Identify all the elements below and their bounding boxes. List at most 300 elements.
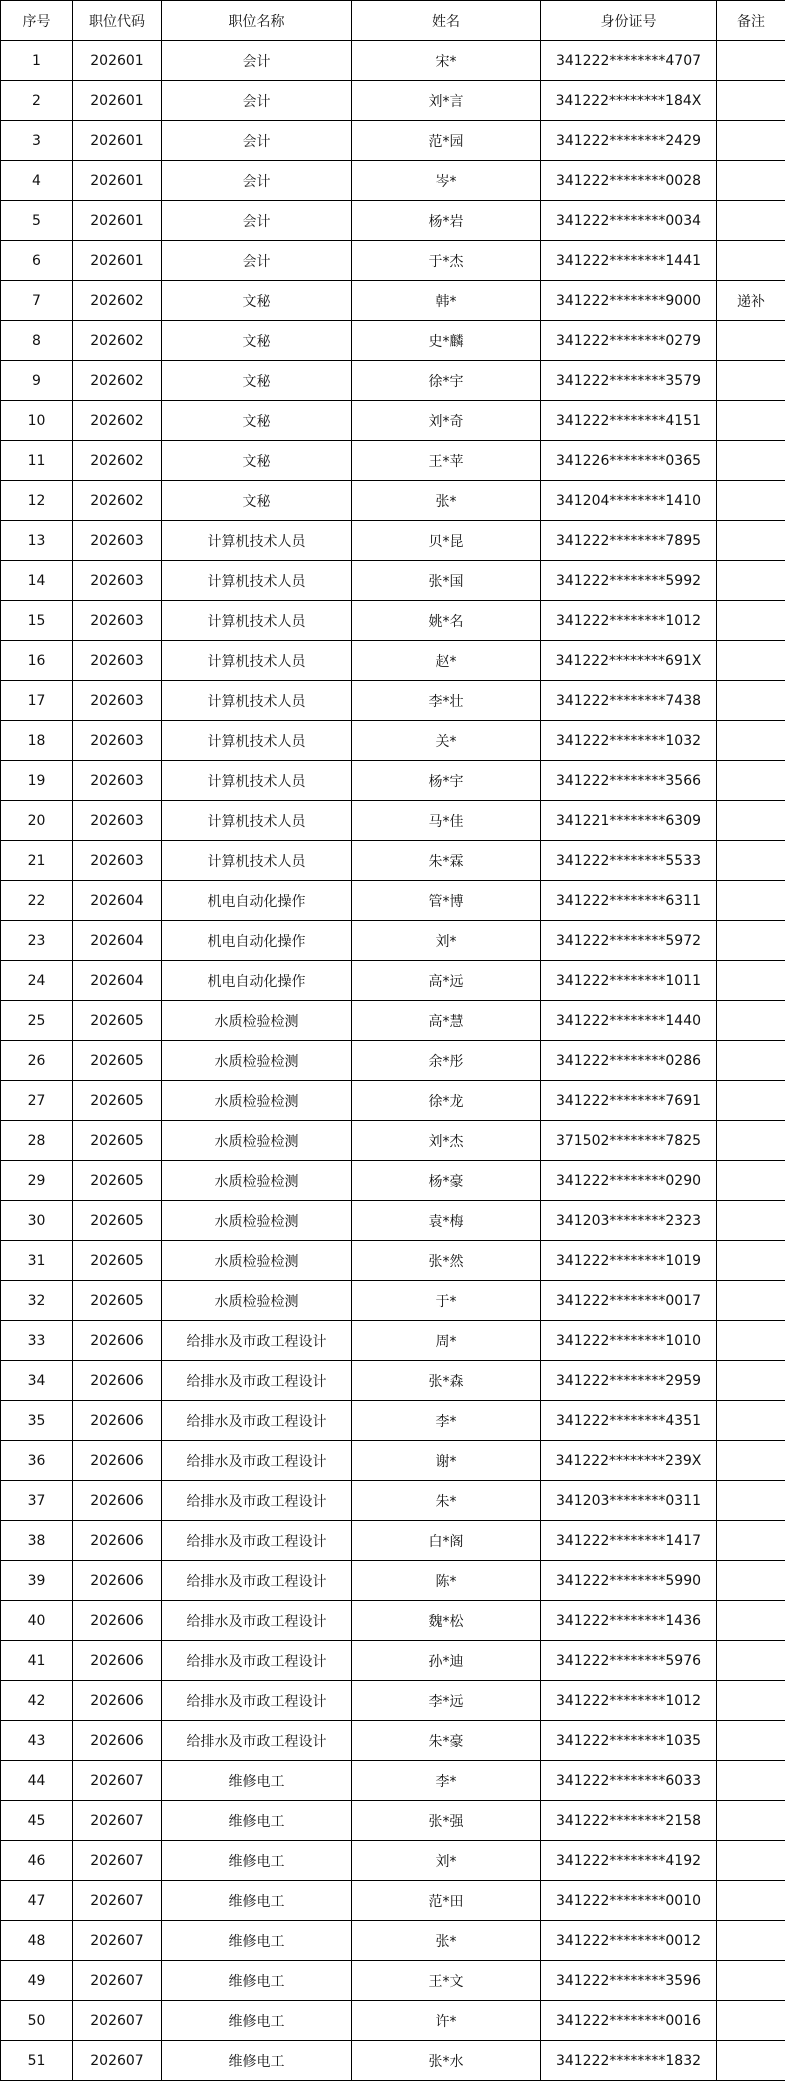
cell-name: 刘*奇	[352, 401, 541, 441]
cell-seq: 5	[1, 201, 73, 241]
cell-id-number: 341222********5533	[541, 841, 717, 881]
cell-position-code: 202603	[73, 801, 162, 841]
cell-position-code: 202605	[73, 1201, 162, 1241]
cell-position-name: 维修电工	[162, 1921, 352, 1961]
table-row	[1, 1441, 785, 1481]
cell-position-name: 给排水及市政工程设计	[162, 1561, 352, 1601]
cell-remarks	[717, 81, 785, 121]
table-row	[1, 1121, 785, 1161]
cell-position-code: 202604	[73, 961, 162, 1001]
cell-seq: 1	[1, 41, 73, 81]
cell-seq: 32	[1, 1281, 73, 1321]
cell-seq: 18	[1, 721, 73, 761]
cell-seq: 44	[1, 1761, 73, 1801]
cell-seq: 4	[1, 161, 73, 201]
cell-seq: 47	[1, 1881, 73, 1921]
cell-id-number: 341222********3566	[541, 761, 717, 801]
cell-id-number: 341222********3596	[541, 1961, 717, 2001]
table-row	[1, 241, 785, 281]
cell-id-number: 341222********4151	[541, 401, 717, 441]
cell-id-number: 341222********9000	[541, 281, 717, 321]
cell-id-number: 341222********0290	[541, 1161, 717, 1201]
cell-position-name: 计算机技术人员	[162, 561, 352, 601]
cell-remarks	[717, 1041, 785, 1081]
cell-name: 关*	[352, 721, 541, 761]
cell-id-number: 341222********0279	[541, 321, 717, 361]
cell-position-name: 计算机技术人员	[162, 681, 352, 721]
cell-seq: 38	[1, 1521, 73, 1561]
cell-remarks	[717, 801, 785, 841]
cell-position-name: 给排水及市政工程设计	[162, 1321, 352, 1361]
cell-id-number: 341222********1832	[541, 2041, 717, 2081]
cell-position-code: 202605	[73, 1001, 162, 1041]
cell-id-number: 341222********4351	[541, 1401, 717, 1441]
cell-name: 范*园	[352, 121, 541, 161]
cell-position-name: 给排水及市政工程设计	[162, 1401, 352, 1441]
cell-seq: 30	[1, 1201, 73, 1241]
cell-position-name: 水质检验检测	[162, 1081, 352, 1121]
cell-position-name: 计算机技术人员	[162, 721, 352, 761]
cell-seq: 16	[1, 641, 73, 681]
cell-seq: 42	[1, 1681, 73, 1721]
cell-remarks	[717, 361, 785, 401]
cell-position-name: 会计	[162, 241, 352, 281]
cell-name: 于*杰	[352, 241, 541, 281]
cell-id-number: 341221********6309	[541, 801, 717, 841]
cell-remarks	[717, 481, 785, 521]
table-row	[1, 921, 785, 961]
cell-remarks	[717, 161, 785, 201]
cell-position-name: 水质检验检测	[162, 1001, 352, 1041]
cell-remarks	[717, 1841, 785, 1881]
table-row	[1, 1481, 785, 1521]
cell-name: 魏*松	[352, 1601, 541, 1641]
cell-remarks	[717, 41, 785, 81]
cell-position-code: 202603	[73, 601, 162, 641]
cell-position-code: 202601	[73, 81, 162, 121]
cell-name: 贝*昆	[352, 521, 541, 561]
cell-seq: 13	[1, 521, 73, 561]
table-row	[1, 881, 785, 921]
cell-id-number: 341222********1010	[541, 1321, 717, 1361]
cell-seq: 48	[1, 1921, 73, 1961]
cell-name: 白*阁	[352, 1521, 541, 1561]
cell-remarks	[717, 921, 785, 961]
cell-position-code: 202602	[73, 281, 162, 321]
cell-position-code: 202603	[73, 641, 162, 681]
table-row	[1, 2041, 785, 2081]
header-remarks: 备注	[717, 1, 785, 41]
cell-name: 于*	[352, 1281, 541, 1321]
cell-position-name: 会计	[162, 41, 352, 81]
table-body	[1, 41, 785, 2081]
table-row	[1, 281, 785, 321]
cell-remarks	[717, 1521, 785, 1561]
cell-seq: 11	[1, 441, 73, 481]
cell-seq: 7	[1, 281, 73, 321]
cell-position-name: 维修电工	[162, 1761, 352, 1801]
cell-id-number: 341203********2323	[541, 1201, 717, 1241]
table-row	[1, 1321, 785, 1361]
cell-id-number: 341222********1441	[541, 241, 717, 281]
cell-name: 王*文	[352, 1961, 541, 2001]
table-row	[1, 1201, 785, 1241]
cell-seq: 17	[1, 681, 73, 721]
cell-remarks	[717, 1321, 785, 1361]
header-position-name: 职位名称	[162, 1, 352, 41]
cell-seq: 31	[1, 1241, 73, 1281]
cell-position-name: 计算机技术人员	[162, 801, 352, 841]
cell-position-name: 机电自动化操作	[162, 881, 352, 921]
cell-seq: 12	[1, 481, 73, 521]
cell-remarks	[717, 561, 785, 601]
cell-name: 岑*	[352, 161, 541, 201]
cell-remarks	[717, 1281, 785, 1321]
cell-name: 陈*	[352, 1561, 541, 1601]
cell-name: 张*国	[352, 561, 541, 601]
cell-name: 姚*名	[352, 601, 541, 641]
cell-position-code: 202603	[73, 521, 162, 561]
table-row	[1, 1921, 785, 1961]
table-row	[1, 1401, 785, 1441]
cell-position-code: 202606	[73, 1361, 162, 1401]
table-row	[1, 1881, 785, 1921]
table-row	[1, 521, 785, 561]
cell-seq: 43	[1, 1721, 73, 1761]
cell-name: 高*慧	[352, 1001, 541, 1041]
cell-position-name: 文秘	[162, 361, 352, 401]
cell-id-number: 341222********5992	[541, 561, 717, 601]
cell-seq: 34	[1, 1361, 73, 1401]
table-row	[1, 761, 785, 801]
cell-position-code: 202607	[73, 1761, 162, 1801]
cell-position-code: 202605	[73, 1281, 162, 1321]
table-row	[1, 1001, 785, 1041]
cell-position-code: 202602	[73, 321, 162, 361]
cell-seq: 6	[1, 241, 73, 281]
cell-position-code: 202606	[73, 1401, 162, 1441]
cell-remarks	[717, 521, 785, 561]
cell-seq: 8	[1, 321, 73, 361]
table-row	[1, 841, 785, 881]
cell-remarks	[717, 1081, 785, 1121]
cell-seq: 33	[1, 1321, 73, 1361]
cell-id-number: 341222********2429	[541, 121, 717, 161]
cell-position-name: 维修电工	[162, 2001, 352, 2041]
cell-position-code: 202605	[73, 1041, 162, 1081]
cell-position-name: 会计	[162, 201, 352, 241]
cell-id-number: 341222********691X	[541, 641, 717, 681]
cell-position-name: 会计	[162, 161, 352, 201]
cell-position-name: 给排水及市政工程设计	[162, 1721, 352, 1761]
cell-position-code: 202607	[73, 1881, 162, 1921]
cell-remarks	[717, 1961, 785, 2001]
cell-name: 李*	[352, 1401, 541, 1441]
cell-position-code: 202607	[73, 1841, 162, 1881]
cell-name: 朱*霖	[352, 841, 541, 881]
cell-id-number: 341203********0311	[541, 1481, 717, 1521]
table-row	[1, 641, 785, 681]
cell-position-code: 202603	[73, 841, 162, 881]
cell-remarks	[717, 1161, 785, 1201]
cell-remarks	[717, 881, 785, 921]
cell-position-name: 文秘	[162, 441, 352, 481]
cell-seq: 14	[1, 561, 73, 601]
table-row	[1, 1721, 785, 1761]
cell-seq: 37	[1, 1481, 73, 1521]
cell-position-name: 给排水及市政工程设计	[162, 1641, 352, 1681]
header-id-number: 身份证号	[541, 1, 717, 41]
cell-seq: 39	[1, 1561, 73, 1601]
cell-position-name: 计算机技术人员	[162, 841, 352, 881]
cell-remarks	[717, 1361, 785, 1401]
table-row	[1, 121, 785, 161]
table-header	[1, 1, 785, 41]
cell-position-code: 202602	[73, 361, 162, 401]
cell-name: 张*然	[352, 1241, 541, 1281]
cell-seq: 29	[1, 1161, 73, 1201]
cell-position-code: 202601	[73, 121, 162, 161]
cell-name: 韩*	[352, 281, 541, 321]
table-row	[1, 1601, 785, 1641]
table-row	[1, 1641, 785, 1681]
cell-position-code: 202606	[73, 1321, 162, 1361]
cell-position-code: 202603	[73, 561, 162, 601]
cell-remarks	[717, 601, 785, 641]
table-row	[1, 81, 785, 121]
cell-remarks	[717, 1761, 785, 1801]
cell-position-name: 维修电工	[162, 1961, 352, 2001]
cell-position-name: 给排水及市政工程设计	[162, 1521, 352, 1561]
cell-name: 徐*宇	[352, 361, 541, 401]
cell-id-number: 341222********7895	[541, 521, 717, 561]
cell-position-code: 202602	[73, 441, 162, 481]
cell-name: 宋*	[352, 41, 541, 81]
cell-name: 范*田	[352, 1881, 541, 1921]
cell-position-name: 计算机技术人员	[162, 601, 352, 641]
cell-position-code: 202605	[73, 1121, 162, 1161]
cell-name: 张*强	[352, 1801, 541, 1841]
table-row	[1, 1041, 785, 1081]
cell-id-number: 341222********1440	[541, 1001, 717, 1041]
table-row	[1, 1081, 785, 1121]
cell-position-code: 202606	[73, 1721, 162, 1761]
cell-name: 张*水	[352, 2041, 541, 2081]
cell-position-name: 维修电工	[162, 1881, 352, 1921]
cell-remarks	[717, 1881, 785, 1921]
cell-position-name: 水质检验检测	[162, 1161, 352, 1201]
cell-name: 杨*宇	[352, 761, 541, 801]
cell-id-number: 341222********1436	[541, 1601, 717, 1641]
cell-name: 马*佳	[352, 801, 541, 841]
cell-name: 刘*	[352, 1841, 541, 1881]
cell-position-name: 文秘	[162, 481, 352, 521]
cell-position-code: 202606	[73, 1441, 162, 1481]
cell-id-number: 341222********1011	[541, 961, 717, 1001]
cell-remarks	[717, 721, 785, 761]
cell-id-number: 341222********5990	[541, 1561, 717, 1601]
cell-position-name: 文秘	[162, 321, 352, 361]
table-row	[1, 601, 785, 641]
cell-position-code: 202606	[73, 1521, 162, 1561]
table-row	[1, 1161, 785, 1201]
cell-position-name: 维修电工	[162, 1841, 352, 1881]
cell-id-number: 341222********1012	[541, 601, 717, 641]
cell-name: 刘*	[352, 921, 541, 961]
cell-seq: 41	[1, 1641, 73, 1681]
cell-id-number: 341222********3579	[541, 361, 717, 401]
table-row	[1, 1961, 785, 2001]
cell-id-number: 341222********1019	[541, 1241, 717, 1281]
cell-seq: 19	[1, 761, 73, 801]
cell-name: 袁*梅	[352, 1201, 541, 1241]
cell-remarks	[717, 1601, 785, 1641]
table-row	[1, 1841, 785, 1881]
header-seq: 序号	[1, 1, 73, 41]
cell-name: 张*	[352, 1921, 541, 1961]
cell-position-name: 给排水及市政工程设计	[162, 1601, 352, 1641]
cell-seq: 40	[1, 1601, 73, 1641]
cell-position-code: 202606	[73, 1561, 162, 1601]
cell-name: 朱*	[352, 1481, 541, 1521]
cell-id-number: 341222********4707	[541, 41, 717, 81]
cell-seq: 9	[1, 361, 73, 401]
cell-seq: 51	[1, 2041, 73, 2081]
cell-position-code: 202607	[73, 2041, 162, 2081]
cell-position-code: 202607	[73, 1961, 162, 2001]
cell-id-number: 341222********184X	[541, 81, 717, 121]
cell-position-code: 202606	[73, 1601, 162, 1641]
cell-remarks	[717, 1921, 785, 1961]
cell-seq: 36	[1, 1441, 73, 1481]
cell-position-name: 水质检验检测	[162, 1121, 352, 1161]
table-row	[1, 681, 785, 721]
cell-position-name: 机电自动化操作	[162, 961, 352, 1001]
cell-seq: 50	[1, 2001, 73, 2041]
cell-position-name: 给排水及市政工程设计	[162, 1361, 352, 1401]
cell-id-number: 341222********6033	[541, 1761, 717, 1801]
cell-name: 李*远	[352, 1681, 541, 1721]
cell-name: 徐*龙	[352, 1081, 541, 1121]
cell-remarks	[717, 121, 785, 161]
cell-name: 史*麟	[352, 321, 541, 361]
header-row	[1, 1, 785, 41]
cell-remarks	[717, 2001, 785, 2041]
cell-position-name: 给排水及市政工程设计	[162, 1481, 352, 1521]
table-row	[1, 1521, 785, 1561]
cell-seq: 27	[1, 1081, 73, 1121]
cell-position-code: 202602	[73, 401, 162, 441]
cell-remarks	[717, 1001, 785, 1041]
table-row	[1, 441, 785, 481]
cell-position-code: 202605	[73, 1161, 162, 1201]
cell-name: 张*森	[352, 1361, 541, 1401]
cell-seq: 2	[1, 81, 73, 121]
cell-position-code: 202603	[73, 761, 162, 801]
cell-remarks	[717, 1681, 785, 1721]
table-row	[1, 1241, 785, 1281]
cell-position-name: 计算机技术人员	[162, 641, 352, 681]
cell-remarks	[717, 1121, 785, 1161]
table-row	[1, 2001, 785, 2041]
cell-id-number: 341222********1032	[541, 721, 717, 761]
cell-id-number: 341204********1410	[541, 481, 717, 521]
cell-remarks	[717, 681, 785, 721]
cell-id-number: 341222********0034	[541, 201, 717, 241]
cell-position-code: 202605	[73, 1241, 162, 1281]
cell-id-number: 341222********2158	[541, 1801, 717, 1841]
cell-position-name: 维修电工	[162, 2041, 352, 2081]
cell-remarks	[717, 1801, 785, 1841]
table-row	[1, 961, 785, 1001]
cell-position-code: 202606	[73, 1681, 162, 1721]
cell-id-number: 341222********0017	[541, 1281, 717, 1321]
cell-name: 朱*豪	[352, 1721, 541, 1761]
cell-seq: 26	[1, 1041, 73, 1081]
cell-id-number: 341222********0012	[541, 1921, 717, 1961]
cell-position-code: 202607	[73, 1801, 162, 1841]
cell-position-code: 202604	[73, 921, 162, 961]
table-row	[1, 321, 785, 361]
cell-position-code: 202606	[73, 1481, 162, 1521]
cell-position-code: 202607	[73, 2001, 162, 2041]
cell-id-number: 341226********0365	[541, 441, 717, 481]
cell-remarks	[717, 1721, 785, 1761]
cell-name: 高*远	[352, 961, 541, 1001]
table-row	[1, 361, 785, 401]
cell-remarks	[717, 401, 785, 441]
cell-remarks	[717, 1561, 785, 1601]
cell-id-number: 341222********1417	[541, 1521, 717, 1561]
table-row	[1, 561, 785, 601]
cell-position-name: 计算机技术人员	[162, 761, 352, 801]
cell-name: 谢*	[352, 1441, 541, 1481]
cell-seq: 25	[1, 1001, 73, 1041]
cell-position-name: 维修电工	[162, 1801, 352, 1841]
cell-remarks	[717, 1241, 785, 1281]
cell-position-name: 水质检验检测	[162, 1201, 352, 1241]
cell-position-name: 水质检验检测	[162, 1281, 352, 1321]
cell-id-number: 341222********0286	[541, 1041, 717, 1081]
cell-seq: 45	[1, 1801, 73, 1841]
cell-position-code: 202607	[73, 1921, 162, 1961]
cell-id-number: 341222********239X	[541, 1441, 717, 1481]
cell-seq: 23	[1, 921, 73, 961]
header-name: 姓名	[352, 1, 541, 41]
cell-name: 刘*言	[352, 81, 541, 121]
cell-id-number: 341222********0016	[541, 2001, 717, 2041]
cell-remarks	[717, 641, 785, 681]
cell-position-name: 会计	[162, 81, 352, 121]
cell-id-number: 341222********5976	[541, 1641, 717, 1681]
table-row	[1, 481, 785, 521]
cell-remarks	[717, 1201, 785, 1241]
table-row	[1, 1801, 785, 1841]
table-row	[1, 721, 785, 761]
cell-position-code: 202602	[73, 481, 162, 521]
cell-position-name: 机电自动化操作	[162, 921, 352, 961]
cell-position-code: 202601	[73, 41, 162, 81]
cell-position-name: 文秘	[162, 281, 352, 321]
table-row	[1, 401, 785, 441]
cell-position-name: 计算机技术人员	[162, 521, 352, 561]
cell-seq: 35	[1, 1401, 73, 1441]
cell-seq: 20	[1, 801, 73, 841]
cell-remarks	[717, 761, 785, 801]
cell-position-code: 202604	[73, 881, 162, 921]
cell-id-number: 341222********1012	[541, 1681, 717, 1721]
cell-id-number: 371502********7825	[541, 1121, 717, 1161]
